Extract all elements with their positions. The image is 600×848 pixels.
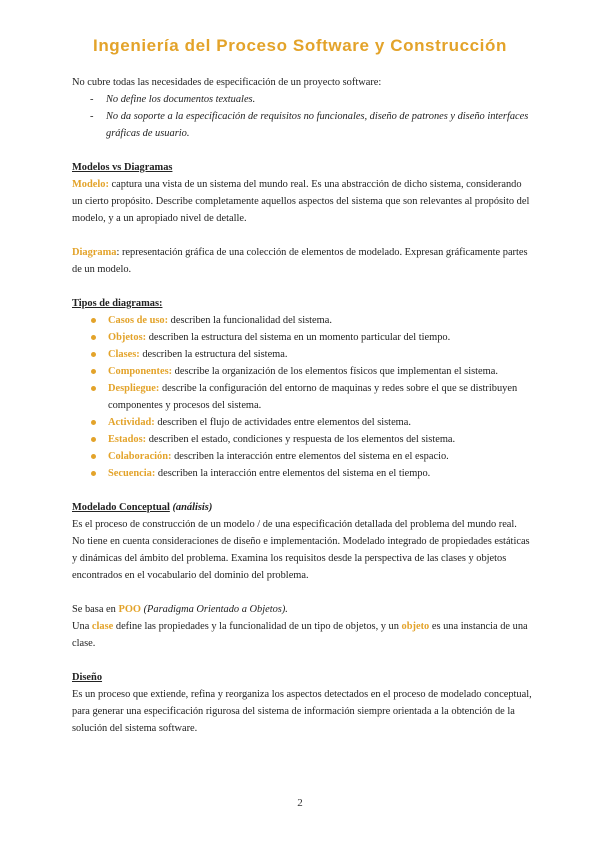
object-term: objeto [401,621,430,632]
conceptual-paragraph-2: No tiene en cuenta consideraciones de diseño e implementación. Modelado integrado de propiedades estáticas y dinámicas del ámbito del problema. Examina los requisitos desde la perspectiva de las clases y objetos encontrados en el vocabulario del dominio del problema. [72,536,530,581]
document-body [72,74,532,737]
list-item [72,380,532,414]
list-item-term: Actividad: [108,417,155,428]
list-item-text: describen la estructura del sistema. [139,349,288,360]
poo-prefix: Se basa en [72,604,119,615]
list-item-text: describen la interacción entre elementos del sistema en el espacio. [171,451,449,462]
page-number: 2 [297,797,303,809]
list-item-term: Secuencia: [108,468,156,479]
section-heading-note: (análisis) [172,502,213,513]
list-item-text: describen la interacción entre elementos del sistema en el tiempo. [155,468,431,479]
list-item-term: Objetos: [108,332,147,343]
list-item [72,431,532,448]
list-item [72,329,532,346]
limitations-list [72,91,532,142]
design-paragraph: Es un proceso que extiende, refina y reorganiza los aspectos detectados en el proceso de modelado conceptual, para generar una especificación rigurosa del sistema de información siempre orientada a la obtención de la solución del sistema software. [72,689,532,734]
diagram-types-list [72,312,532,482]
list-item-term: Componentes: [108,366,173,377]
section-heading-diagram-types: Tipos de diagramas: [72,298,163,309]
section-heading-conceptual: Modelado Conceptual [72,502,170,513]
list-item-text: describen el flujo de actividades entre elementos del sistema. [154,417,411,428]
model-text: captura una vista de un sistema del mundo real. Es una abstracción de dicho sistema, considerando un cierto propósito. Describe completamente aquellos aspectos del sistema que son relevantes al propósito del modelo, y a un apropiado nivel de detalle. [72,179,530,224]
page-title: Ingeniería del Proceso Software y Construcción [93,36,507,55]
list-item-text: describen la funcionalidad del sistema. [168,315,332,326]
list-item [72,346,532,363]
conceptual-paragraph-1: Es el proceso de construcción de un modelo / de una especificación detallada del problema del mundo real. [72,519,517,530]
section-heading-models: Modelos vs Diagramas [72,162,173,173]
list-item-text: describe la organización de los elementos físicos que implementan el sistema. [172,366,498,377]
list-item [72,363,532,380]
limitation-item: - No da soporte a la especificación de requisitos no funcionales, diseño de patrones y diseño interfaces gráficas de usuario. [72,108,532,142]
list-item [72,448,532,465]
class-term: clase [91,621,114,632]
section-heading-conceptual-wrap [72,499,532,516]
model-definition [72,176,532,227]
limitation-item: - No define los documentos textuales. [72,91,532,108]
intro-paragraph: No cubre todas las necesidades de especificación de un proyecto software: [72,77,382,88]
list-item-term: Despliegue: [108,383,160,394]
list-item [72,414,532,431]
list-item-term: Casos de uso: [108,315,169,326]
list-item-term: Estados: [108,434,147,445]
poo-line [72,601,532,618]
list-item-term: Colaboración: [108,451,172,462]
list-item-text: describen la estructura del sistema en un momento particular del tiempo. [146,332,451,343]
list-item [72,312,532,329]
class-prefix: Una [72,621,92,632]
diagram-term: Diagrama [72,247,117,258]
class-definition [72,618,532,652]
list-item-text: describe la configuración del entorno de maquinas y redes sobre el que se distribuyen componentes y procesos del sistema. [108,383,518,411]
poo-note: (Paradigma Orientado a Objetos). [143,604,288,615]
poo-term: POO [118,604,141,615]
class-mid: define las propiedades y la funcionalidad de un tipo de objetos, y un [113,621,402,632]
section-heading-design: Diseño [72,672,103,683]
list-item-text: describen el estado, condiciones y respuesta de los elementos del sistema. [146,434,456,445]
list-item [72,465,532,482]
list-item-term: Clases: [108,349,140,360]
diagram-definition [72,244,532,278]
diagram-text: : representación gráfica de una colección de elementos de modelado. Expresan gráficamente partes de un modelo. [72,247,528,275]
model-term: Modelo: [72,179,109,190]
class-suffix: es una instancia de una clase. [72,621,528,649]
